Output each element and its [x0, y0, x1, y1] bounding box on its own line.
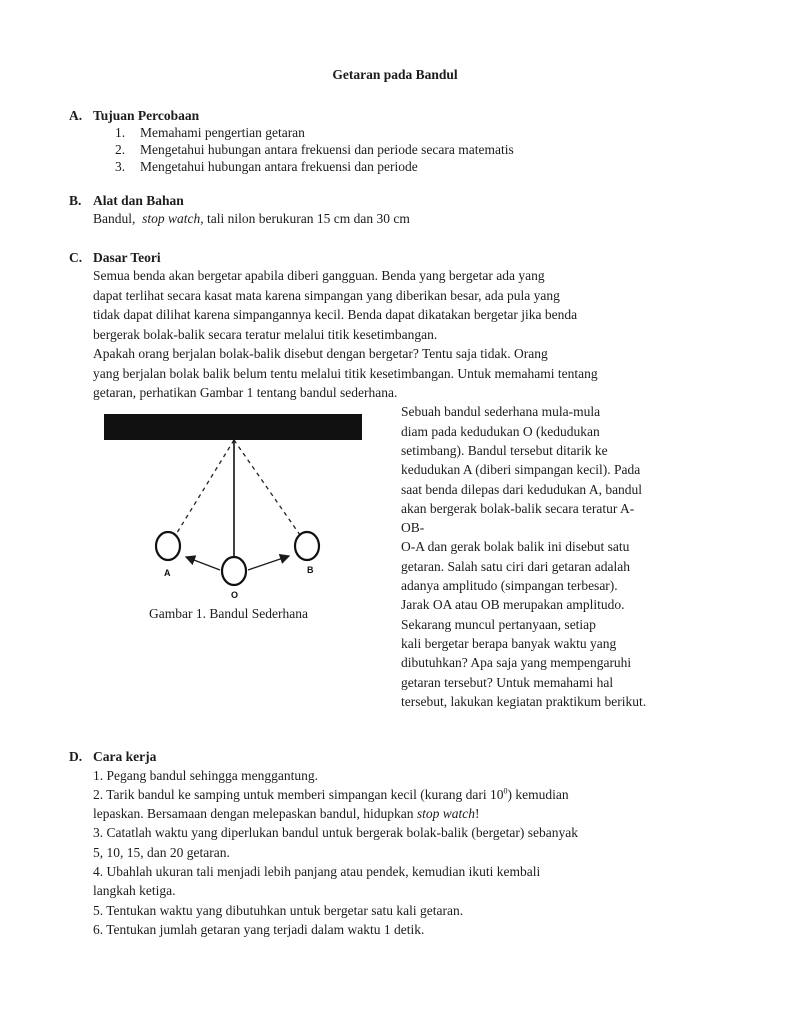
- bob-o: [222, 557, 246, 585]
- right-paragraph-line: kali bergetar berapa banyak waktu yang: [401, 636, 617, 651]
- bob-a: [156, 532, 180, 560]
- right-paragraph-line: getaran tersebut? Untuk memahami hal: [401, 675, 614, 690]
- section-b-title: Alat dan Bahan: [93, 193, 184, 208]
- step-text: 2. Tarik bandul ke samping untuk memberi simpangan kecil (kurang dari 10: [93, 787, 504, 802]
- right-paragraph-line: O-A dan gerak bolak balik ini disebut satu: [401, 539, 630, 554]
- list-item-number: 3.: [115, 159, 126, 174]
- label-a: A: [164, 568, 171, 578]
- section-c-heading: [69, 250, 161, 266]
- string-position-a: [175, 440, 234, 536]
- list-item: [115, 142, 514, 158]
- paragraph-line: Apakah orang berjalan bolak-balik disebut dengan bergetar? Tentu saja tidak. Orang: [93, 346, 548, 361]
- paragraph-line: tidak dapat dilihat karena simpangannya kecil. Benda dapat dikatakan bergetar jika benda: [93, 307, 578, 322]
- document-title: Getaran pada Bandul: [332, 67, 458, 82]
- list-item-text: Memahami pengertian getaran: [140, 125, 305, 140]
- right-paragraph-line: tersebut, lakukan kegiatan praktikum berikut.: [401, 694, 647, 709]
- materials-text-start: Bandul,: [93, 211, 143, 226]
- step-line: 5. Tentukan waktu yang dibutuhkan untuk bergetar satu kali getaran.: [93, 903, 464, 918]
- materials-text-end: , tali nilon berukuran 15 cm dan 30 cm: [200, 211, 410, 226]
- step-text: !: [475, 806, 480, 821]
- paragraph-line: getaran, perhatikan Gambar 1 tentang bandul sederhana.: [93, 385, 398, 400]
- stopwatch-italic: stop watch: [416, 806, 476, 821]
- paragraph-line: yang berjalan bolak balik belum tentu melalui titik kesetimbangan. Untuk memahami tentang: [93, 366, 598, 381]
- right-paragraph-line: akan bergerak bolak-balik secara teratur A-: [401, 501, 635, 516]
- step-line: 4. Ubahlah ukuran tali menjadi lebih panjang atau pendek, kemudian ikuti kembali: [93, 864, 541, 879]
- materials-stopwatch: stop watch: [142, 211, 201, 226]
- section-d-title: Cara kerja: [93, 749, 157, 764]
- right-paragraph-line: saat benda dilepas dari kedudukan A, bandul: [401, 482, 643, 497]
- right-paragraph-line: OB-: [401, 520, 425, 535]
- step-line: 5, 10, 15, dan 20 getaran.: [93, 845, 230, 860]
- arrow-to-b: [248, 556, 289, 570]
- step-line: [93, 787, 569, 803]
- list-item: [115, 159, 418, 175]
- right-paragraph-line: dibutuhkan? Apa saja yang mempengaruhi: [401, 655, 632, 670]
- right-paragraph-line: getaran. Salah satu ciri dari getaran adalah: [401, 559, 631, 574]
- step-line: [93, 806, 480, 822]
- section-c-title: Dasar Teori: [93, 250, 161, 265]
- section-b-letter: B.: [69, 193, 82, 208]
- bob-b: [295, 532, 319, 560]
- figure-caption: Gambar 1. Bandul Sederhana: [149, 606, 308, 621]
- pendulum-support-bar: [104, 414, 362, 440]
- right-paragraph-line: Sebuah bandul sederhana mula-mula: [401, 404, 601, 419]
- right-paragraph-line: adanya amplitudo (simpangan terbesar).: [401, 578, 618, 593]
- paragraph-line: dapat terlihat secara kasat mata karena simpangan yang diberikan besar, ada pula yang: [93, 288, 560, 303]
- right-paragraph-line: Jarak OA atau OB merupakan amplitudo.: [401, 597, 625, 612]
- right-paragraph-line: kedudukan A (diberi simpangan kecil). Pada: [401, 462, 641, 477]
- section-d-letter: D.: [69, 749, 83, 764]
- degree-superscript: 0: [503, 786, 508, 796]
- list-item-number: 1.: [115, 125, 126, 140]
- step-line: 1. Pegang bandul sehingga menggantung.: [93, 768, 318, 783]
- string-position-b: [234, 440, 300, 535]
- step-line: 3. Catatlah waktu yang diperlukan bandul untuk bergerak bolak-balik (bergetar) sebanyak: [93, 825, 578, 840]
- paragraph-line: Semua benda akan bergetar apabila diberi gangguan. Benda yang bergetar ada yang: [93, 268, 545, 283]
- section-b-heading: [69, 193, 184, 209]
- section-c-letter: C.: [69, 250, 83, 265]
- section-a-letter: A.: [69, 108, 83, 123]
- step-text: ) kemudian: [507, 787, 569, 802]
- list-item-text: Mengetahui hubungan antara frekuensi dan periode: [140, 159, 418, 174]
- right-paragraph-line: setimbang). Bandul tersebut ditarik ke: [401, 443, 608, 458]
- right-paragraph-line: Sekarang muncul pertanyaan, setiap: [401, 617, 596, 632]
- list-item-number: 2.: [115, 142, 126, 157]
- arrow-to-a: [186, 557, 220, 570]
- section-a-heading: [69, 108, 199, 124]
- section-d-heading: [69, 749, 156, 765]
- step-line: 6. Tentukan jumlah getaran yang terjadi dalam waktu 1 detik.: [93, 922, 425, 937]
- label-o: O: [231, 590, 239, 600]
- pendulum-figure: [104, 410, 366, 600]
- paragraph-line: bergerak bolak-balik secara teratur melalui titik kesetimbangan.: [93, 327, 438, 342]
- label-b: B: [307, 565, 314, 575]
- list-item-text: Mengetahui hubungan antara frekuensi dan periode secara matematis: [140, 142, 514, 157]
- section-a-title: Tujuan Percobaan: [93, 108, 200, 123]
- materials-text: [93, 211, 410, 227]
- step-text: lepaskan. Bersamaan dengan melepaskan bandul, hidupkan: [93, 806, 417, 821]
- step-line: langkah ketiga.: [93, 883, 176, 898]
- list-item: [115, 125, 305, 141]
- right-paragraph-line: diam pada kedudukan O (kedudukan: [401, 424, 600, 439]
